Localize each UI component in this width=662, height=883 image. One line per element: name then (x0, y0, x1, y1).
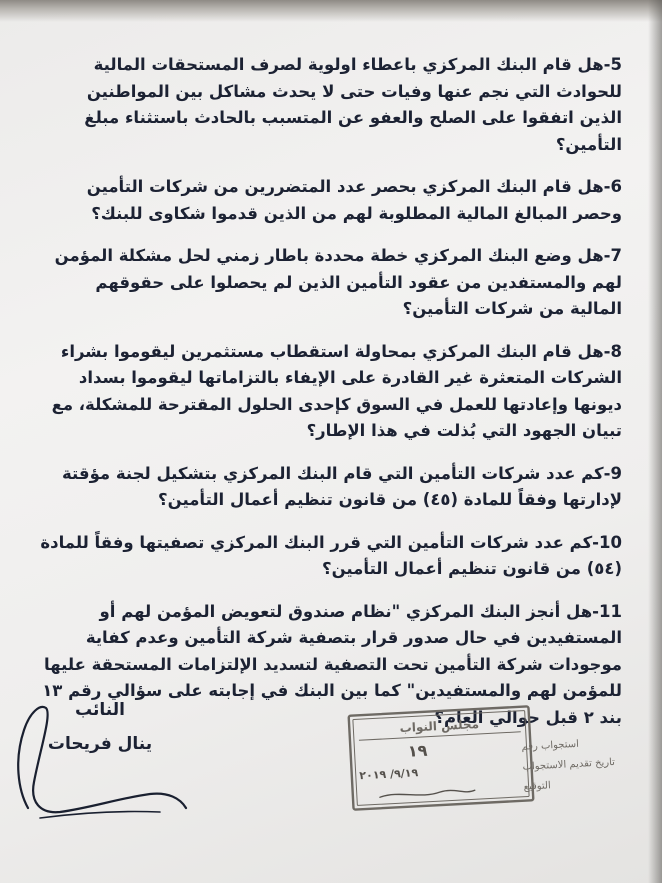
question-5 (40, 52, 622, 158)
page-right-shadow (648, 0, 662, 883)
question-10 (40, 530, 622, 583)
stamp-date-label: تاريخ تقديم الاستجواب (522, 756, 616, 773)
page-top-shadow (0, 0, 662, 22)
question-text: 11-هل أنجز البنك المركزي "نظام صندوق لتعويض المؤمن لهم أو المستفيدين في حال صدور قرار بتصفية شركة التأمين وعدم كفاية موجودات شركة التأمين تحت التصفية لتسديد الإلتزامات المستحقة عليها للمؤمن لهم والمستفيدين" كما بين البنك في إجابته على سؤالي رقم ١٣ بند ٢ قبل حوالي العام؟ (42, 601, 622, 727)
stamp-number-label: استجواب رقم (521, 738, 580, 753)
stamp-number: ١٩ (407, 740, 428, 761)
question-text: 9-كم عدد شركات التأمين التي قام البنك المركزي بتشكيل لجنة مؤقتة لإدارتها وفقاً للمادة (٤٥) من قانون تنظيم أعمال التأمين؟ (62, 463, 622, 509)
question-8 (40, 339, 622, 445)
signatory-name: ينال فريحات (47, 734, 153, 754)
question-7 (40, 243, 622, 323)
stamp-date: ٩/١٩/ ٢٠١٩ (359, 766, 419, 783)
stamp-header-rule (359, 732, 521, 740)
signatory-title: النائب (75, 700, 125, 720)
question-text: 8-هل قام البنك المركزي بمحاولة استقطاب مستثمرين ليقوموا بشراء الشركات المتعثرة غير القادرة على الإيفاء بالتزاماتها ليقوموا بسداد ديونها وإعادتها للعمل في السوق كإحدى الحلول المقترحة للمشكلة، مع تبيان الجهود التي بُذلت في هذا الإطار؟ (51, 341, 622, 440)
question-text: 10-كم عدد شركات التأمين التي قرر البنك المركزي تصفيتها وفقاً للمادة (٥٤) من قانون تنظيم أعمال التأمين؟ (40, 532, 622, 578)
stamp-header: مجلس النواب (399, 716, 480, 736)
question-text: 6-هل قام البنك المركزي بحصر عدد المتضررين من شركات التأمين وحصر المبالغ المالية المطلوبة لهم من الذين قدموا شكاوى للبنك؟ (86, 177, 622, 223)
question-9 (40, 461, 622, 514)
signature-block (30, 700, 170, 754)
parliament-stamp (346, 703, 616, 813)
question-6 (40, 174, 622, 227)
question-text: 7-هل وضع البنك المركزي خطة محددة باطار زمني لحل مشكلة المؤمن لهم والمستفدين من عقود التأمين الذين لم يحصلوا على حقوقهم المالية من شركات التأمين؟ (54, 246, 622, 318)
questions-list (40, 52, 622, 747)
stamp-signature-label: التوقيع (523, 780, 552, 793)
stamp-signature-scribble (380, 789, 475, 797)
question-text: 5-هل قام البنك المركزي باعطاء اولوية لصرف المستحقات المالية للحوادث التي نجم عنها وفيات حتى لا يحدث مشاكل بين المواطنين الذين اتفقوا على الصلح والعفو عن المتسبب بالحادث باستثناء مبلغ التأمين؟ (84, 55, 622, 154)
